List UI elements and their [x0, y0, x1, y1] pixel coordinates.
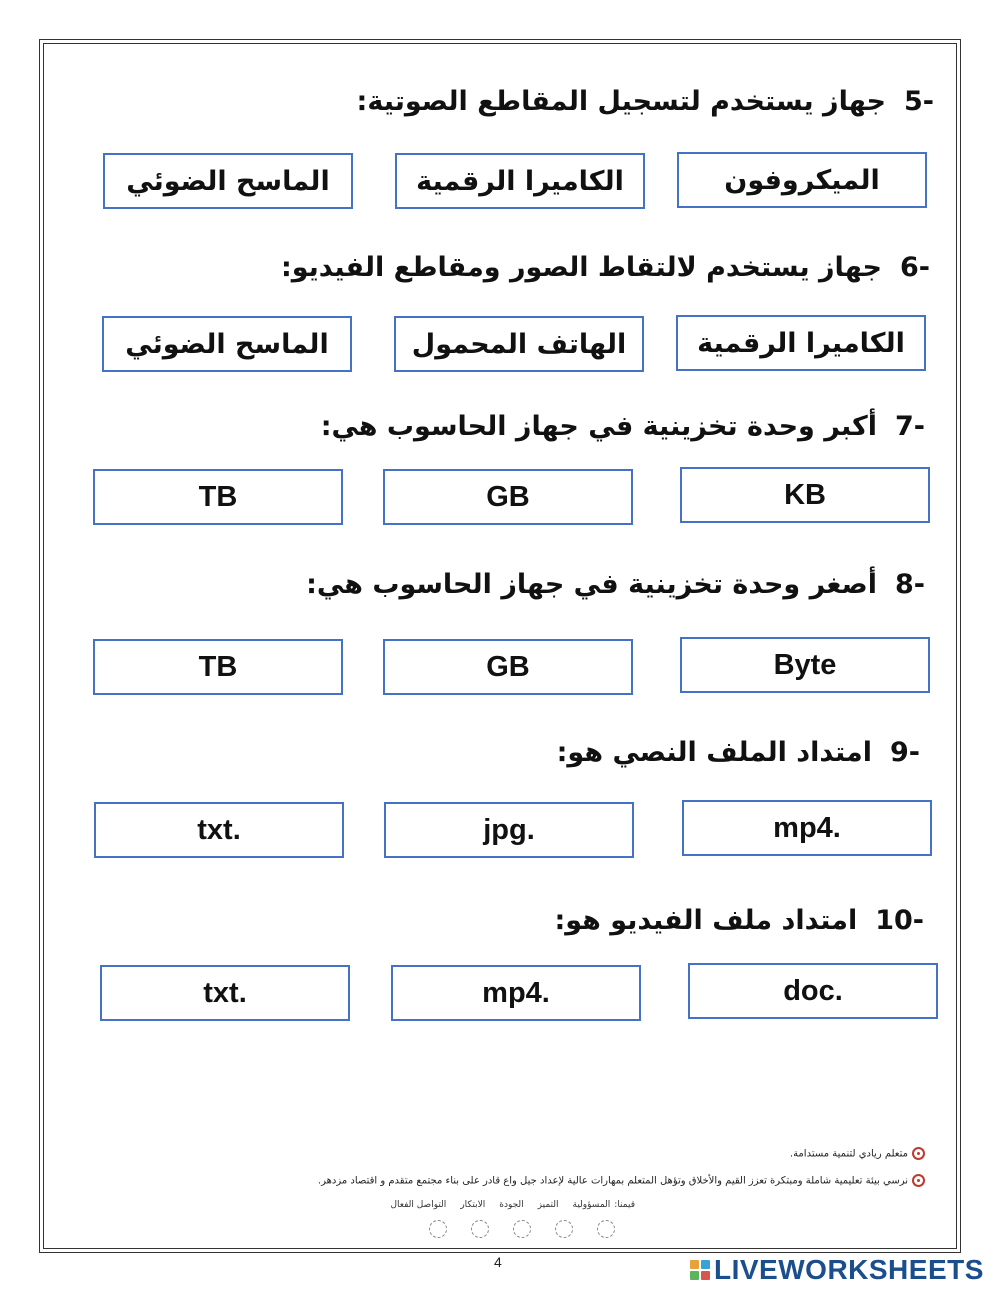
- question-6: [281, 252, 930, 283]
- question-text: امتداد الملف النصي هو:: [556, 737, 872, 768]
- question-number: -8: [894, 569, 925, 600]
- quality-icon: [513, 1220, 531, 1238]
- liveworksheets-icon: [690, 1260, 710, 1280]
- icon-square: [701, 1271, 710, 1280]
- option-q9-3[interactable]: .txt: [94, 802, 344, 858]
- responsibility-icon: [597, 1220, 615, 1238]
- question-text: أصغر وحدة تخزينية في جهاز الحاسوب هي:: [306, 569, 877, 600]
- question-text: أكبر وحدة تخزينية في جهاز الحاسوب هي:: [320, 411, 877, 442]
- question-number: -5: [903, 86, 934, 117]
- vision-statement: [790, 1147, 925, 1160]
- question-8: [306, 569, 925, 600]
- question-9: [557, 737, 920, 768]
- page-number: 4: [494, 1254, 502, 1270]
- mission-statement: [318, 1174, 925, 1187]
- option-q7-1[interactable]: KB: [680, 467, 930, 523]
- option-q6-3[interactable]: الماسح الضوئي: [102, 316, 352, 372]
- question-7: [321, 411, 925, 442]
- option-q10-1[interactable]: .doc: [688, 963, 938, 1019]
- option-q6-1[interactable]: الكاميرا الرقمية: [676, 315, 926, 371]
- question-5: [357, 86, 934, 117]
- option-q5-3[interactable]: الماسح الضوئي: [103, 153, 353, 209]
- target-icon: [912, 1174, 925, 1187]
- value-item: الجودة: [499, 1200, 524, 1210]
- icon-square: [690, 1260, 699, 1269]
- option-q10-3[interactable]: .txt: [100, 965, 350, 1021]
- question-10: [554, 905, 924, 936]
- icon-square: [701, 1260, 710, 1269]
- option-q10-2[interactable]: .mp4: [391, 965, 641, 1021]
- value-item: التميز: [537, 1200, 559, 1210]
- option-q8-3[interactable]: TB: [93, 639, 343, 695]
- innovation-icon: [471, 1220, 489, 1238]
- values-label: قيمنا:: [614, 1200, 635, 1210]
- value-item: التواصل الفعال: [390, 1200, 447, 1210]
- question-number: -6: [899, 252, 930, 283]
- target-icon: [912, 1147, 925, 1160]
- option-q5-1[interactable]: الميكروفون: [677, 152, 927, 208]
- question-text: جهاز يستخدم لالتقاط الصور ومقاطع الفيديو:: [280, 252, 882, 283]
- option-q7-3[interactable]: TB: [93, 469, 343, 525]
- communication-icon: [429, 1220, 447, 1238]
- value-icons: [405, 1218, 615, 1238]
- question-number: -9: [889, 737, 920, 768]
- option-q8-1[interactable]: Byte: [680, 637, 930, 693]
- option-q9-1[interactable]: .mp4: [682, 800, 932, 856]
- question-number: -10: [875, 905, 924, 936]
- brand-name: LIVEWORKSHEETS: [714, 1254, 984, 1285]
- question-text: جهاز يستخدم لتسجيل المقاطع الصوتية:: [356, 86, 886, 117]
- liveworksheets-logo[interactable]: [690, 1256, 984, 1284]
- question-number: -7: [894, 411, 925, 442]
- vision-text: متعلم ريادي لتنمية مستدامة.: [789, 1148, 908, 1160]
- option-q9-2[interactable]: .jpg: [384, 802, 634, 858]
- value-item: المسؤولية: [572, 1200, 611, 1210]
- option-q8-2[interactable]: GB: [383, 639, 633, 695]
- question-text: امتداد ملف الفيديو هو:: [554, 905, 858, 936]
- excellence-icon: [555, 1220, 573, 1238]
- option-q5-2[interactable]: الكاميرا الرقمية: [395, 153, 645, 209]
- mission-text: نرسي بيئة تعليمية شاملة ومبتكرة تعزز القيم والأخلاق وتؤهل المتعلم بمهارات عالية لإعداد جيل واع قادر على بناء مجتمع متقدم و اقتصاد مزدهر.: [317, 1175, 908, 1187]
- option-q6-2[interactable]: الهاتف المحمول: [394, 316, 644, 372]
- values-row: [376, 1200, 635, 1210]
- value-item: الابتكار: [460, 1200, 486, 1210]
- icon-square: [690, 1271, 699, 1280]
- option-q7-2[interactable]: GB: [383, 469, 633, 525]
